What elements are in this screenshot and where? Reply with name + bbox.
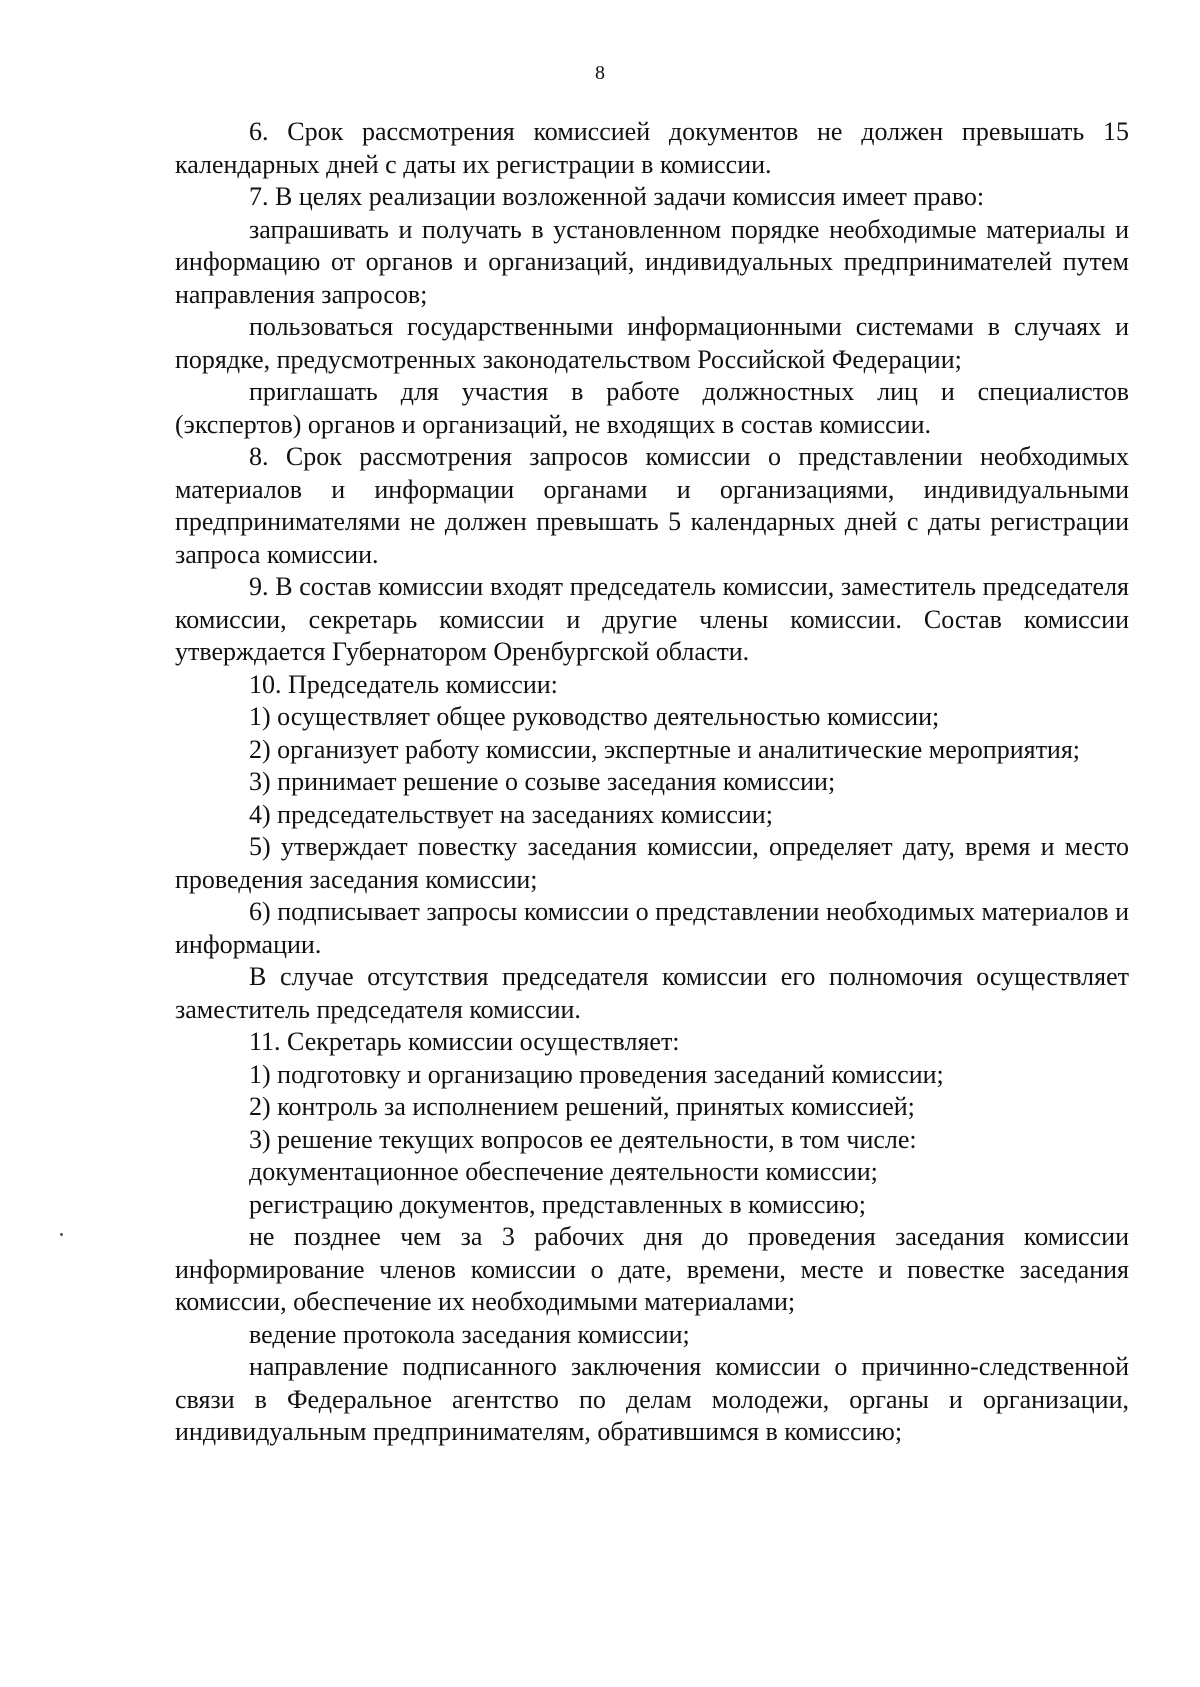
paragraph: 6. Срок рассмотрения комиссией документов не должен превышать 15 календарных дней с даты их регистрации в комиссии. (175, 117, 1129, 179)
page-number: 8 (595, 62, 605, 84)
paragraph: 3) решение текущих вопросов ее деятельности, в том числе: (249, 1124, 917, 1154)
paragraph: 11. Секретарь комиссии осуществляет: (249, 1027, 680, 1056)
paragraph: 10. Председатель комиссии: (249, 669, 558, 699)
paragraph: 2) контроль за исполнением решений, принятых комиссией; (249, 1092, 915, 1121)
paragraph: не позднее чем за 3 рабочих дня до проведения заседания комиссии информирование членов комиссии о дате, времени, месте и повестке заседания комиссии, обеспечение их необходимыми материалами; (175, 1222, 1129, 1316)
document-body (175, 116, 1129, 1449)
paragraph: 5) утверждает повестку заседания комиссии, определяет дату, время и место проведения заседания комиссии; (175, 832, 1129, 894)
paragraph: регистрацию документов, представленных в комиссию; (249, 1189, 866, 1219)
paragraph: запрашивать и получать в установленном порядке необходимые материалы и информацию от органов и организаций, индивидуальных предпринимателей путем направления запросов; (175, 214, 1129, 309)
paragraph: 9. В состав комиссии входят председатель комиссии, заместитель председателя комиссии, секретарь комиссии и другие члены комиссии. Состав комиссии утверждается Губернатором Оренбургской области. (175, 572, 1129, 666)
paragraph: приглашать для участия в работе должностных лиц и специалистов (экспертов) органов и организаций, не входящих в состав комиссии. (175, 377, 1129, 439)
scan-speck (60, 1233, 63, 1236)
paragraph: 7. В целях реализации возложенной задачи комиссия имеет право: (249, 182, 985, 211)
paragraph: пользоваться государственными информационными системами в случаях и порядке, предусмотренных законодательством Российской Федерации; (175, 312, 1129, 374)
paragraph: 6) подписывает запросы комиссии о представлении необходимых материалов и информации. (175, 897, 1129, 959)
paragraph: 4) председательствует на заседаниях комиссии; (249, 799, 773, 829)
paragraph: документационное обеспечение деятельности комиссии; (249, 1157, 878, 1186)
paragraph: ведение протокола заседания комиссии; (249, 1319, 690, 1349)
paragraph: 3) принимает решение о созыве заседания комиссии; (249, 767, 836, 796)
paragraph: 8. Срок рассмотрения запросов комиссии о представлении необходимых материалов и информации органами и организациями, индивидуальными предпринимателями не должен превышать 5 календарных дней с даты регистрации запроса комиссии. (175, 442, 1129, 569)
paragraph: направление подписанного заключения комиссии о причинно-следственной связи в Федеральное агентство по делам молодежи, органы и организации, индивидуальным предпринимателям, обратившимся в комиссию; (175, 1352, 1129, 1446)
paragraph: 2) организует работу комиссии, экспертные и аналитические мероприятия; (249, 734, 1081, 764)
paragraph: 1) подготовку и организацию проведения заседаний комиссии; (249, 1059, 944, 1089)
paragraph: В случае отсутствия председателя комиссии его полномочия осуществляет заместитель председателя комиссии. (175, 962, 1129, 1024)
paragraph: 1) осуществляет общее руководство деятельностью комиссии; (249, 702, 940, 731)
